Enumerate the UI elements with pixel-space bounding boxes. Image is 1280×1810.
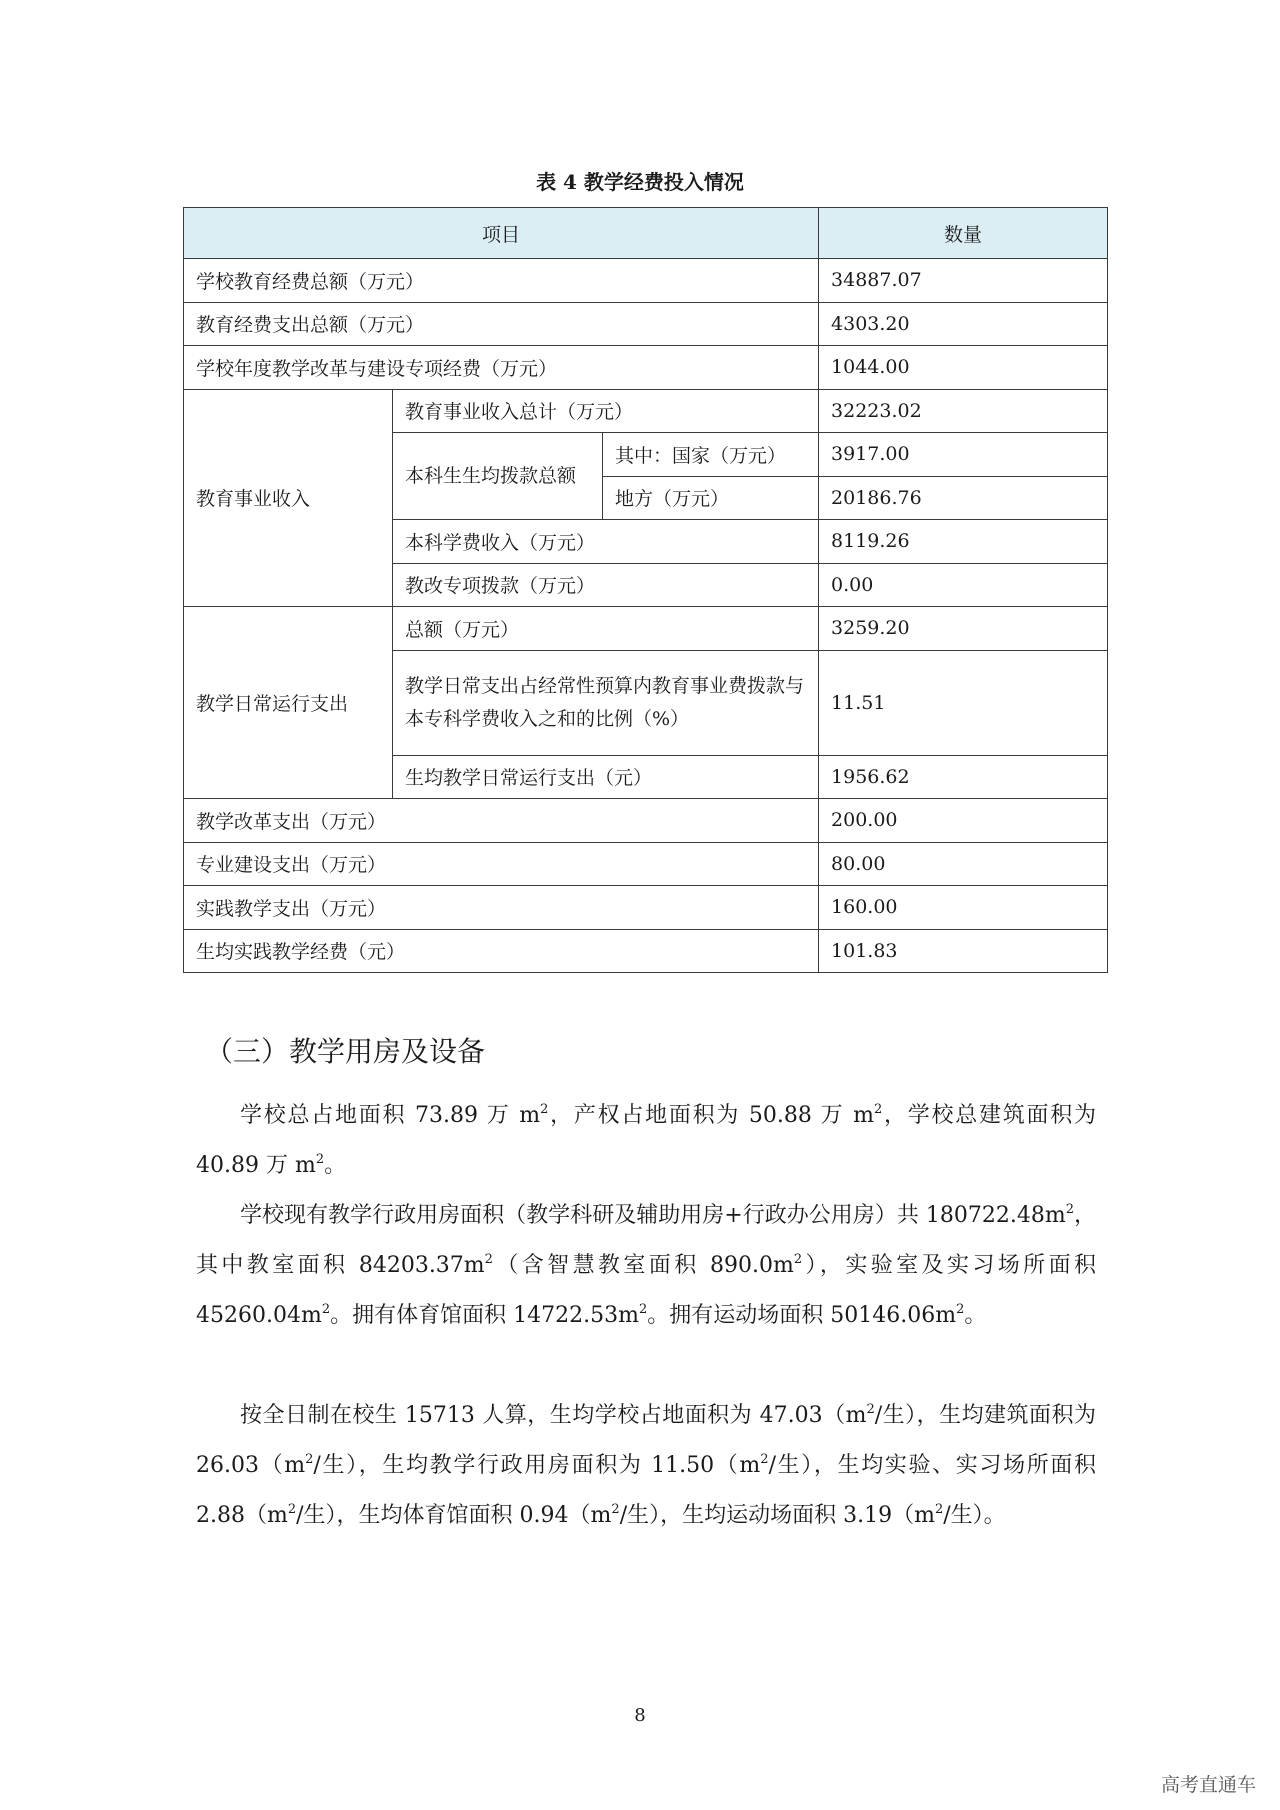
table-row <box>184 842 1108 886</box>
row-label: 教学改革支出（万元） <box>184 799 819 843</box>
row-value: 34887.07 <box>819 259 1108 303</box>
table-header-row <box>184 208 1108 259</box>
row-value: 1044.00 <box>819 346 1108 390</box>
table-row <box>184 389 1108 433</box>
page-number: 8 <box>634 1705 646 1726</box>
row-label: 生均教学日常运行支出（元） <box>393 755 819 799</box>
funding-table <box>183 207 1108 973</box>
row-value: 200.00 <box>819 799 1108 843</box>
row-value: 0.00 <box>819 563 1108 607</box>
row-value: 160.00 <box>819 886 1108 930</box>
table-row <box>184 346 1108 390</box>
row-label: 总额（万元） <box>393 607 819 651</box>
group-label-income: 教育事业收入 <box>184 389 393 607</box>
table-row <box>184 302 1108 346</box>
header-quantity: 数量 <box>819 208 1108 259</box>
appropriation-label: 本科生生均拨款总额 <box>393 433 603 520</box>
table-row <box>184 259 1108 303</box>
table-row <box>184 607 1108 651</box>
group-label-daily: 教学日常运行支出 <box>184 607 393 799</box>
row-value: 80.00 <box>819 842 1108 886</box>
row-label: 地方（万元） <box>603 476 819 520</box>
row-label: 实践教学支出（万元） <box>184 886 819 930</box>
row-value: 3917.00 <box>819 433 1108 477</box>
row-value: 20186.76 <box>819 476 1108 520</box>
row-value: 1956.62 <box>819 755 1108 799</box>
table-caption: 表 4 教学经费投入情况 <box>536 170 744 194</box>
row-value: 8119.26 <box>819 520 1108 564</box>
row-label: 学校年度教学改革与建设专项经费（万元） <box>184 346 819 390</box>
section-heading: （三）教学用房及设备 <box>205 1035 486 1068</box>
row-value: 101.83 <box>819 929 1108 973</box>
watermark: 高考直通车 <box>1160 1774 1256 1796</box>
paragraph-site-area: 学校总占地面积 73.89 万 $m^2$，产权占地面积为 50.88 万 $m^2$，学校总建筑面积为 40.89 万 $m^2$。 <box>196 1102 1096 1178</box>
row-value: 32223.02 <box>819 389 1108 433</box>
table-row <box>184 799 1108 843</box>
row-label: 教学日常支出占经常性预算内教育事业费拨款与本专科学费收入之和的比例（%） <box>393 650 819 755</box>
row-value: 3259.20 <box>819 607 1108 651</box>
row-value: 4303.20 <box>819 302 1108 346</box>
row-label: 其中：国家（万元） <box>603 433 819 477</box>
header-item: 项目 <box>184 208 819 259</box>
row-label: 教育事业收入总计（万元） <box>393 389 819 433</box>
paragraph-building-area: 学校现有教学行政用房面积（教学科研及辅助用房+行政办公用房）共 $180722.48m^2$，其中教室面积 $84203.37m^2$（含智慧教室面积 $890.0m^2$），实验室及实习场所面积 $45260.04m^2$。拥有体育馆面积 $14722.53m^2$。拥有运动场面积 $50146.06m^2$。 <box>196 1202 1096 1328</box>
row-value: 11.51 <box>819 650 1108 755</box>
table-row <box>184 929 1108 973</box>
table-row <box>184 886 1108 930</box>
paragraph-per-student: 按全日制在校生 15713 人算，生均学校占地面积为 $47.03(m^2/$生），生均建筑面积为 $26.03(m^2/$生），生均教学行政用房面积为 $11.50(m^2/$生），生均实验、实习场所面积 $2.88(m^2/$生），生均体育馆面积 $0.94(m^2/$生），生均运动场面积 $3.19(m^2/$生）。 <box>196 1402 1097 1528</box>
row-label: 教育经费支出总额（万元） <box>184 302 819 346</box>
row-label: 本科学费收入（万元） <box>393 520 819 564</box>
row-label: 专业建设支出（万元） <box>184 842 819 886</box>
row-label: 学校教育经费总额（万元） <box>184 259 819 303</box>
row-label: 教改专项拨款（万元） <box>393 563 819 607</box>
row-label: 生均实践教学经费（元） <box>184 929 819 973</box>
